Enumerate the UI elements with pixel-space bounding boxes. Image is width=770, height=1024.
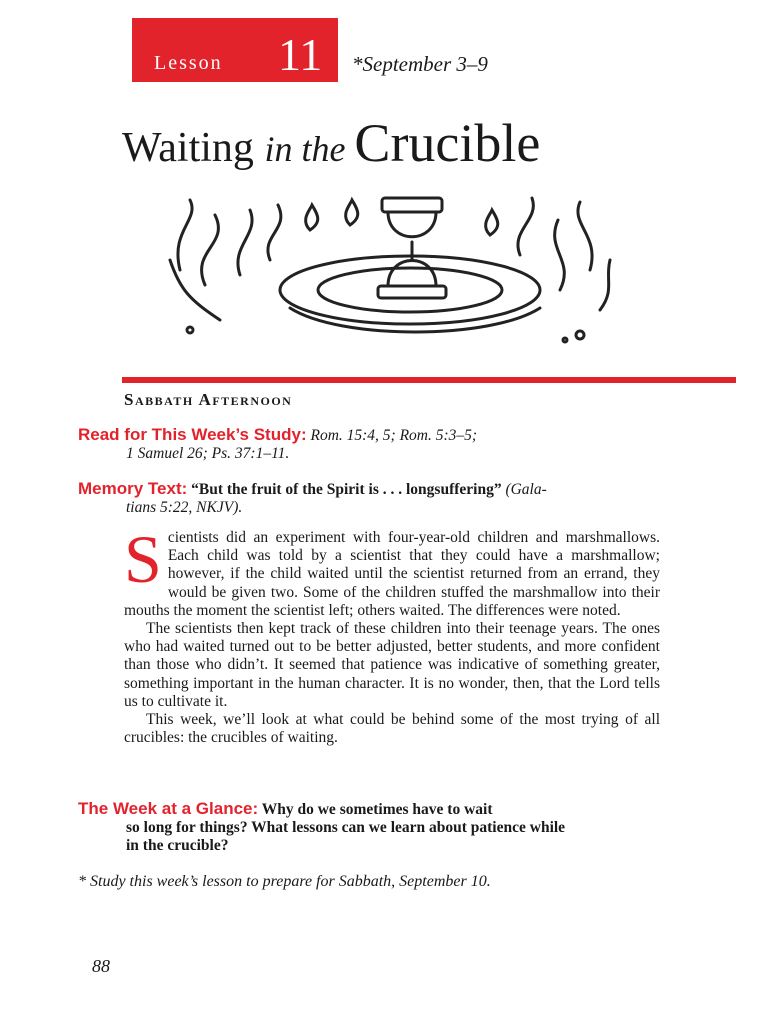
- week-glance-line-3: in the crucible?: [126, 837, 229, 854]
- read-for-study-label: Read for This Week’s Study:: [78, 425, 307, 444]
- memory-text-citation-2: tians 5:22, NKJV).: [126, 499, 243, 516]
- read-for-study: [78, 426, 664, 463]
- memory-text-quote: “But the fruit of the Spirit is . . . longsuffering”: [187, 481, 502, 498]
- page-number: 88: [92, 956, 110, 976]
- footnote: * Study this week’s lesson to prepare for Sabbath, September 10.: [78, 873, 491, 890]
- title-part-waiting: Waiting: [122, 125, 265, 171]
- drop-cap: S: [124, 521, 162, 597]
- section-divider: [122, 377, 736, 383]
- week-glance-line-2: so long for things? What lessons can we learn about patience while: [126, 819, 566, 836]
- lesson-banner: [132, 18, 338, 82]
- memory-text: [78, 480, 664, 517]
- body-paragraph-1-text: cientists did an experiment with four-year-old children and marshmallows. Each child was told by a scientist that they could have a marshmallow; however, if the child waited until the scientist returned from an errand, they would be given two. Some of the children stuffed the marshmallow into their mouths the moment the scientist left; others waited. The differences were noted.: [124, 529, 660, 619]
- page-title: [122, 113, 540, 179]
- week-glance-label: The Week at a Glance:: [78, 799, 259, 818]
- section-heading: Sabbath Afternoon: [124, 390, 293, 409]
- week-glance-line-1: Why do we sometimes have to wait: [258, 801, 493, 818]
- body-paragraph-1: [124, 521, 660, 620]
- week-at-a-glance: [78, 800, 664, 855]
- lesson-word: Lesson: [154, 52, 223, 74]
- lesson-body: [124, 521, 660, 747]
- title-part-in-the: in the: [264, 129, 355, 169]
- body-paragraph-3: This week, we’ll look at what could be behind some of the most trying of all crucibles: the crucibles of waiting.: [124, 711, 660, 747]
- memory-text-label: Memory Text:: [78, 479, 188, 498]
- hourglass-in-flames-icon: [160, 190, 620, 360]
- body-paragraph-2: The scientists then kept track of these children into their teenage years. The ones who had waited turned out to be better adjusted, better students, and more confident than those who didn’t. It seemed that patience was indicative of something greater, something important in the human character. It is no wonder, then, that the Lord tells us to cultivate it.: [124, 620, 660, 710]
- memory-text-citation-1: (Gala-: [501, 481, 547, 498]
- read-for-study-refs-1: Rom. 15:4, 5; Rom. 5:3–5;: [306, 427, 478, 444]
- lesson-date: *September 3–9: [352, 52, 488, 76]
- read-for-study-refs-2: 1 Samuel 26; Ps. 37:1–11.: [126, 445, 290, 462]
- lesson-number: 11: [278, 29, 323, 80]
- title-part-crucible: Crucible: [354, 113, 541, 173]
